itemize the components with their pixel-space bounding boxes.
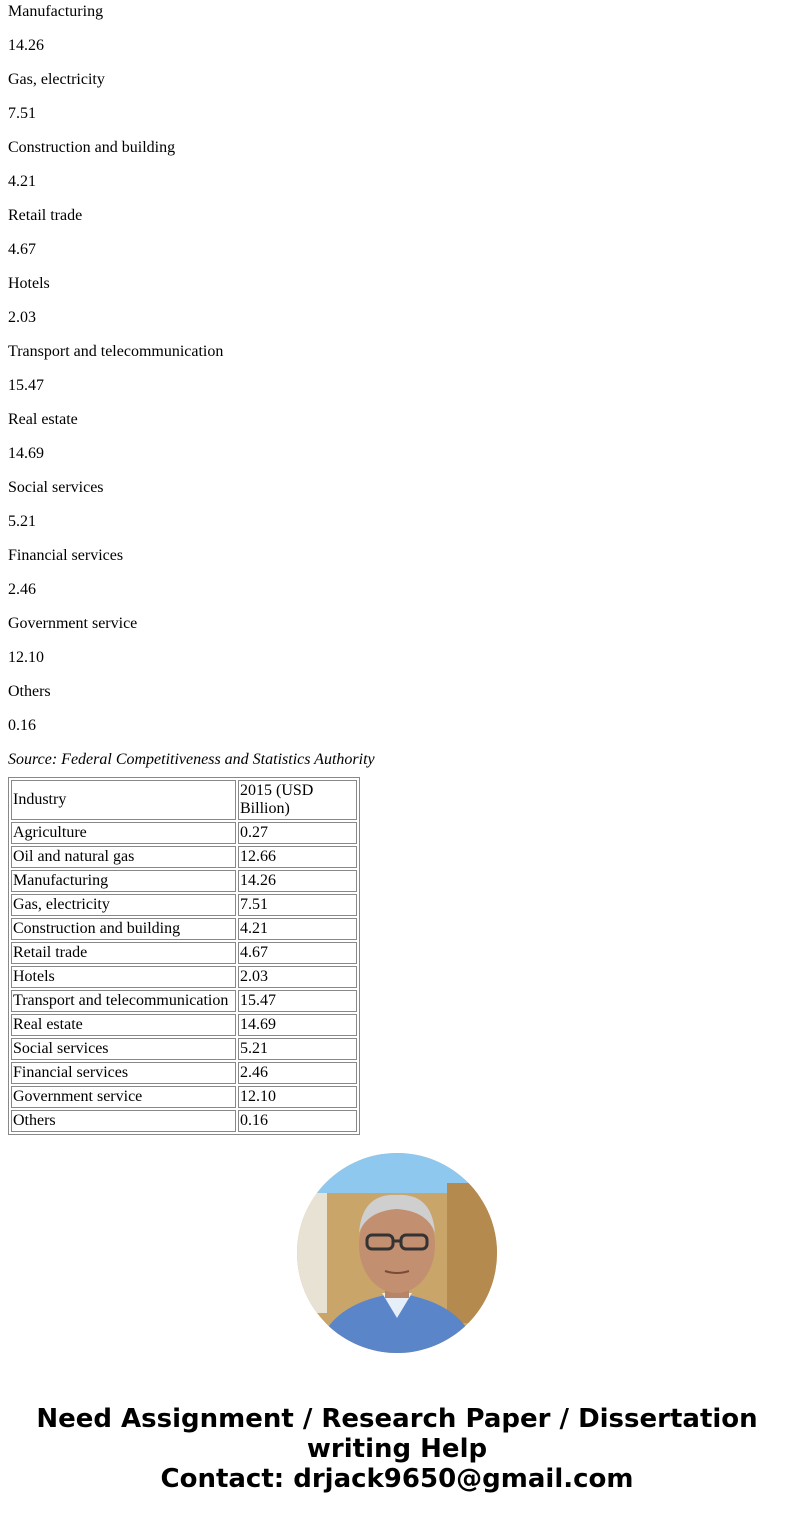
cell-value: 14.69 bbox=[238, 1014, 357, 1036]
table-row bbox=[11, 1086, 357, 1108]
list-item-label: Retail trade bbox=[8, 207, 83, 224]
promo-contact: Contact: drjack9650@gmail.com bbox=[160, 1464, 634, 1494]
list-item-label: Construction and building bbox=[8, 139, 176, 156]
cell-industry: Real estate bbox=[11, 1014, 236, 1036]
promo-banner bbox=[0, 1404, 794, 1494]
promo-headline: Need Assignment / Research Paper / Dissertation writing Help bbox=[36, 1404, 758, 1464]
header-industry: Industry bbox=[11, 780, 236, 820]
table-row bbox=[11, 1062, 357, 1084]
list-item-value: 15.47 bbox=[8, 377, 44, 394]
cell-value: 4.67 bbox=[238, 942, 357, 964]
cell-value: 2.46 bbox=[238, 1062, 357, 1084]
cell-value: 0.16 bbox=[238, 1110, 357, 1132]
table-header-row bbox=[11, 780, 357, 820]
document-body bbox=[8, 3, 375, 1135]
cell-industry: Oil and natural gas bbox=[11, 846, 236, 868]
list-item-label: Financial services bbox=[8, 547, 124, 564]
cell-industry: Financial services bbox=[11, 1062, 236, 1084]
list-item-value: 4.67 bbox=[8, 241, 36, 258]
cell-value: 14.26 bbox=[238, 870, 357, 892]
list-item-value: 5.21 bbox=[8, 513, 36, 530]
cell-value: 5.21 bbox=[238, 1038, 357, 1060]
table-row bbox=[11, 1038, 357, 1060]
table-row bbox=[11, 942, 357, 964]
list-item-value: 0.16 bbox=[8, 717, 36, 734]
table-row bbox=[11, 918, 357, 940]
list-item-value: 4.21 bbox=[8, 173, 36, 190]
cell-industry: Transport and telecommunication bbox=[11, 990, 236, 1012]
cell-value: 12.66 bbox=[238, 846, 357, 868]
list-item-label: Government service bbox=[8, 615, 138, 632]
header-value: 2015 (USD Billion) bbox=[238, 780, 357, 820]
table-row bbox=[11, 846, 357, 868]
cell-industry: Construction and building bbox=[11, 918, 236, 940]
cell-value: 15.47 bbox=[238, 990, 357, 1012]
list-item-value: 2.46 bbox=[8, 581, 36, 598]
list-item-value: 2.03 bbox=[8, 309, 36, 326]
cell-value: 7.51 bbox=[238, 894, 357, 916]
list-item-label: Gas, electricity bbox=[8, 71, 105, 88]
list-item-label: Real estate bbox=[8, 411, 78, 428]
cell-industry: Government service bbox=[11, 1086, 236, 1108]
list-item-value: 14.26 bbox=[8, 37, 44, 54]
cell-industry: Social services bbox=[11, 1038, 236, 1060]
cell-industry: Agriculture bbox=[11, 822, 236, 844]
table-row bbox=[11, 990, 357, 1012]
list-item-label: Hotels bbox=[8, 275, 50, 292]
table-row bbox=[11, 966, 357, 988]
list-item-label: Others bbox=[8, 683, 51, 700]
list-item-value: 14.69 bbox=[8, 445, 44, 462]
industry-list bbox=[8, 3, 375, 735]
industry-table bbox=[8, 777, 360, 1135]
table-row bbox=[11, 870, 357, 892]
author-avatar bbox=[297, 1153, 497, 1353]
cell-value: 2.03 bbox=[238, 966, 357, 988]
list-item-value: 12.10 bbox=[8, 649, 44, 666]
cell-industry: Gas, electricity bbox=[11, 894, 236, 916]
source-note: Source: Federal Competitiveness and Statistics Authority bbox=[8, 751, 375, 768]
cell-value: 4.21 bbox=[238, 918, 357, 940]
list-item-label: Social services bbox=[8, 479, 104, 496]
cell-value: 0.27 bbox=[238, 822, 357, 844]
cell-industry: Retail trade bbox=[11, 942, 236, 964]
cell-value: 12.10 bbox=[238, 1086, 357, 1108]
list-item-value: 7.51 bbox=[8, 105, 36, 122]
list-item-label: Transport and telecommunication bbox=[8, 343, 224, 360]
table-row bbox=[11, 1110, 357, 1132]
table-row bbox=[11, 1014, 357, 1036]
cell-industry: Manufacturing bbox=[11, 870, 236, 892]
cell-industry: Hotels bbox=[11, 966, 236, 988]
list-item-label: Manufacturing bbox=[8, 3, 104, 20]
cell-industry: Others bbox=[11, 1110, 236, 1132]
table-row bbox=[11, 894, 357, 916]
table-row bbox=[11, 822, 357, 844]
